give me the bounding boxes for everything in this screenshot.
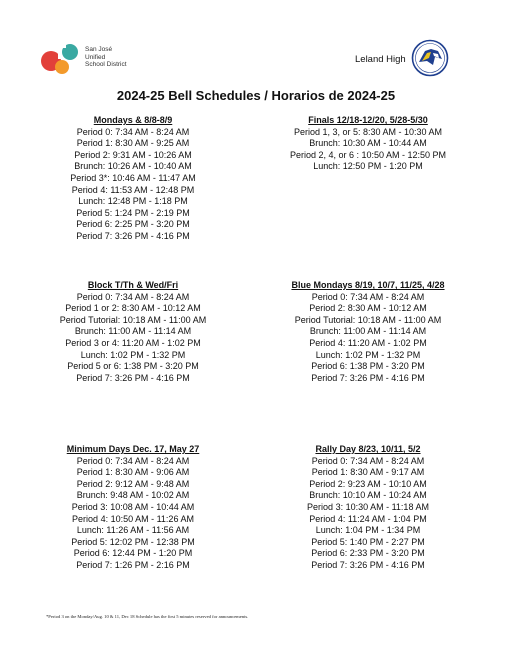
schedule-line: Period 5: 12:02 PM - 12:38 PM [71, 536, 195, 547]
schedule-line: Period 0: 7:34 AM - 8:24 AM [76, 291, 190, 302]
schedule-line: Period 6: 12:44 PM - 1:20 PM [73, 548, 193, 559]
schedule-heading: Block T/Th & Wed/Fri [87, 280, 179, 290]
schedule-line: Lunch: 12:50 PM - 1:20 PM [313, 161, 423, 172]
schedule-line: Period 7: 1:26 PM - 2:16 PM [76, 559, 190, 570]
schedule-line: Period 2: 9:31 AM - 10:26 AM [74, 149, 192, 160]
schedule-line: Period 5 or 6: 1:38 PM - 3:20 PM [67, 361, 199, 372]
schedule-line: Period Tutorial: 10:18 AM - 11:00 AM [294, 314, 442, 325]
schedule-line: Brunch: 11:00 AM - 11:14 AM [309, 326, 427, 337]
schedule-line: Lunch: 12:48 PM - 1:18 PM [78, 196, 188, 207]
schedule-heading: Mondays & 8/8-8/9 [93, 115, 173, 125]
schedule-line: Period 0: 7:34 AM - 8:24 AM [311, 455, 425, 466]
schedule-line: Period 1: 8:30 AM - 9:25 AM [76, 138, 190, 149]
schedule-finals [258, 115, 478, 173]
schedule-line: Period 7: 3:26 PM - 4:16 PM [311, 559, 425, 570]
schedule-line: Period 3*: 10:46 AM - 11:47 AM [70, 172, 196, 183]
schedule-block [33, 280, 233, 384]
schedule-line: Period 5: 1:40 PM - 2:27 PM [311, 536, 425, 547]
schedule-line: Period 4: 11:53 AM - 12:48 PM [71, 184, 195, 195]
schedule-heading: Finals 12/18-12/20, 5/28-5/30 [308, 115, 428, 125]
schedule-line: Period 5: 1:24 PM - 2:19 PM [76, 207, 190, 218]
schedule-heading: Blue Mondays 8/19, 10/7, 11/25, 4/28 [291, 280, 445, 290]
schedule-line: Brunch: 10:26 AM - 10:40 AM [74, 161, 192, 172]
page-header [0, 0, 512, 80]
schedule-line: Lunch: 1:02 PM - 1:32 PM [80, 349, 186, 360]
schedule-line: Brunch: 9:48 AM - 10:02 AM [76, 490, 190, 501]
schedule-line: Period 2: 8:30 AM - 10:12 AM [309, 303, 427, 314]
schedule-heading: Minimum Days Dec. 17, May 27 [66, 444, 200, 454]
schedule-line: Period 4: 10:50 AM - 11:26 AM [72, 513, 194, 524]
district-name [85, 46, 127, 69]
schedule-line: Period 6: 2:33 PM - 3:20 PM [311, 548, 425, 559]
schedule-line: Period 1: 8:30 AM - 9:06 AM [76, 467, 190, 478]
school-mascot-icon [411, 39, 449, 77]
schedule-line: Period 3 or 4: 11:20 AM - 1:02 PM [65, 337, 201, 348]
schedule-blue-mondays [258, 280, 478, 384]
schedule-line: Period 1: 8:30 AM - 9:17 AM [311, 467, 425, 478]
schedule-line: Period 1 or 2: 8:30 AM - 10:12 AM [65, 303, 201, 314]
schedule-line: Period Tutorial: 10:18 AM - 11:00 AM [59, 314, 207, 325]
schedule-line: Period 2: 9:12 AM - 9:48 AM [76, 478, 190, 489]
schedule-line: Brunch: 11:00 AM - 11:14 AM [74, 326, 192, 337]
schedule-mondays [33, 115, 233, 243]
schedule-minimum-days [33, 444, 233, 572]
schedule-line: Lunch: 1:02 PM - 1:32 PM [315, 349, 421, 360]
schedule-line: Period 3: 10:08 AM - 10:44 AM [71, 501, 195, 512]
schedule-line: Period 7: 3:26 PM - 4:16 PM [76, 372, 190, 383]
school-name: Leland High [355, 54, 406, 65]
district-name-line: San José [85, 46, 113, 53]
schedule-line: Period 7: 3:26 PM - 4:16 PM [311, 372, 425, 383]
district-name-line: Unified [85, 53, 106, 61]
footnote: *Period 3 on the Monday/Aug. 10 & 11, Dec 18 Schedule has the first 5 minutes reserved for announcements. [46, 614, 249, 619]
schedule-line: Period 1, 3, or 5: 8:30 AM - 10:30 AM [293, 126, 443, 137]
district-logo-icon [40, 41, 80, 75]
schedule-line: Lunch: 1:04 PM - 1:34 PM [315, 525, 421, 536]
schedule-line: Period 4: 11:24 AM - 1:04 PM [309, 513, 427, 524]
schedule-line: Period 0: 7:34 AM - 8:24 AM [311, 291, 425, 302]
schedule-line: Period 6: 2:25 PM - 3:20 PM [76, 219, 190, 230]
schedule-line: Brunch: 10:30 AM - 10:44 AM [309, 138, 427, 149]
schedule-line: Period 0: 7:34 AM - 8:24 AM [76, 455, 190, 466]
schedule-line: Period 2, 4, or 6 : 10:50 AM - 12:50 PM [289, 149, 447, 160]
schedule-line: Brunch: 10:10 AM - 10:24 AM [309, 490, 427, 501]
schedule-heading: Rally Day 8/23, 10/11, 5/2 [315, 444, 421, 454]
schedule-rally-day [258, 444, 478, 572]
schedule-line: Period 7: 3:26 PM - 4:16 PM [76, 230, 190, 241]
schedule-line: Period 4: 11:20 AM - 1:02 PM [309, 337, 427, 348]
district-name-line: School District [85, 61, 127, 68]
page-title: 2024-25 Bell Schedules / Horarios de 2024-25 [116, 88, 396, 103]
schedule-line: Period 0: 7:34 AM - 8:24 AM [76, 126, 190, 137]
schedule-line: Period 6: 1:38 PM - 3:20 PM [311, 361, 425, 372]
schedule-line: Period 2: 9:23 AM - 10:10 AM [309, 478, 427, 489]
schedule-line: Period 3: 10:30 AM - 11:18 AM [307, 501, 429, 512]
schedule-line: Lunch: 11:26 AM - 11:56 AM [76, 525, 190, 536]
